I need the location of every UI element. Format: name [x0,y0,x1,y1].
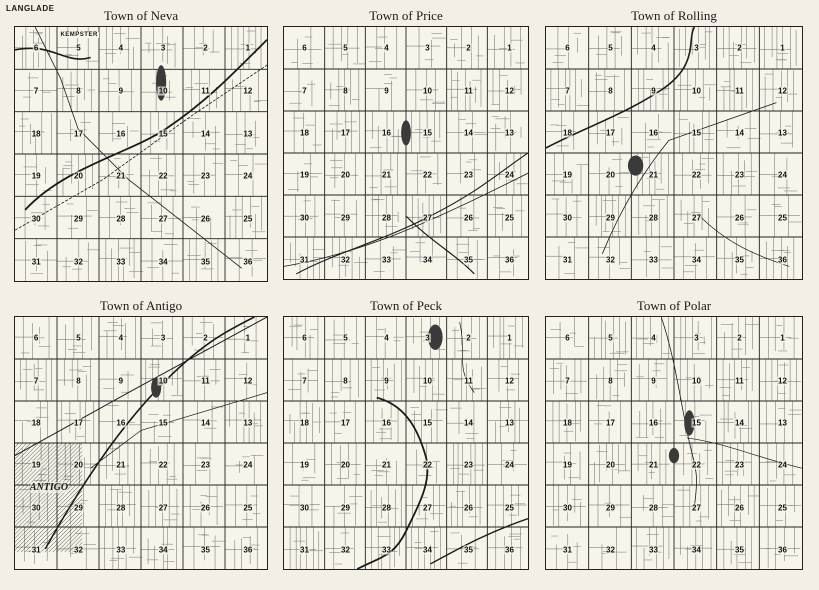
section-number: 5 [76,43,81,53]
section-number: 7 [565,376,570,385]
section-number: 36 [243,545,253,555]
section-number: 31 [31,545,41,555]
section-number: 29 [606,213,615,222]
section-number: 3 [425,333,430,343]
section-number: 24 [243,171,253,181]
section-number: 34 [423,255,432,265]
section-number: 12 [778,86,787,95]
section-number: 15 [423,418,432,428]
section-number: 31 [300,255,309,265]
township-title: Town of Polar [636,298,712,313]
township-panel [283,296,529,570]
township-plat-drawing [546,27,802,279]
section-number: 13 [505,128,514,138]
section-number: 22 [692,170,701,180]
section-number: 19 [300,460,309,470]
section-number: 22 [158,171,168,181]
section-number: 33 [649,255,658,265]
section-number: 19 [563,460,572,470]
township-plat-drawing [15,317,267,569]
section-number: 34 [423,545,432,555]
section-number: 30 [563,213,572,222]
township-panel [545,296,803,570]
township-plat-drawing [15,27,267,281]
section-number: 33 [116,257,126,267]
section-number: 27 [423,503,432,512]
section-number: 34 [158,257,168,267]
section-number: 20 [74,171,83,181]
section-number: 7 [33,86,39,96]
river-line [430,519,528,564]
section-number: 28 [382,213,391,222]
section-number: 26 [201,214,210,224]
section-number: 35 [735,545,744,555]
road-line [91,393,267,469]
section-number: 29 [606,503,615,512]
section-number: 35 [464,255,473,265]
section-number: 12 [243,86,253,96]
section-number: 4 [118,333,124,343]
township-plat-drawing [284,317,528,569]
section-number: 30 [31,503,41,512]
section-number: 20 [606,460,615,470]
section-number: 2 [737,333,742,343]
section-number: 32 [606,255,615,265]
section-number: 16 [382,418,391,428]
section-number: 14 [464,418,473,428]
section-number: 8 [76,86,81,96]
section-number: 23 [201,460,210,470]
section-number: 35 [201,257,210,267]
section-number: 1 [245,333,251,343]
section-number: 24 [505,460,514,470]
section-grid [284,27,528,279]
section-number: 25 [778,213,787,222]
section-grid [546,317,802,569]
section-number: 31 [300,545,309,555]
section-number: 23 [735,460,744,470]
section-number: 28 [649,503,658,512]
section-number: 22 [423,460,432,470]
section-number: 8 [343,376,348,385]
section-number: 9 [118,86,124,96]
section-number: 19 [31,171,41,181]
section-number: 1 [780,43,785,53]
section-number: 29 [341,503,350,512]
section-grid [15,317,267,569]
section-number: 23 [464,170,473,180]
section-number: 18 [31,418,41,428]
section-number: 34 [692,545,701,555]
section-number: 30 [563,503,572,512]
section-number: 4 [651,333,656,343]
section-number: 17 [341,418,350,428]
section-number: 5 [76,333,81,343]
lake-shape [669,448,679,463]
section-number: 27 [158,214,168,224]
section-number: 26 [464,503,473,512]
section-number: 32 [74,545,83,555]
section-number: 34 [692,255,701,265]
section-grid [15,27,267,281]
section-number: 35 [201,545,210,555]
section-number: 16 [116,129,126,139]
section-number: 35 [735,255,744,265]
section-number: 23 [464,460,473,470]
section-number: 11 [201,376,210,385]
section-number: 8 [76,376,81,385]
section-number: 2 [466,333,471,343]
township-panel [283,8,529,280]
section-number: 6 [33,43,39,53]
section-number: 1 [507,43,512,53]
city-label: ANTIGO [29,482,69,494]
section-number: 18 [563,418,572,428]
section-number: 33 [649,545,658,555]
section-number: 25 [243,214,253,224]
section-number: 22 [692,460,701,470]
section-number: 16 [116,418,126,428]
section-number: 35 [464,545,473,555]
section-number: 10 [158,376,168,385]
section-number: 19 [300,170,309,180]
section-number: 29 [74,214,83,224]
township-title: Town of Rolling [631,8,717,23]
section-number: 8 [608,86,613,95]
section-number: 25 [505,503,514,512]
section-number: 4 [384,333,389,343]
section-number: 20 [341,170,350,180]
section-number: 22 [423,170,432,180]
section-number: 14 [201,418,210,428]
township-panel [545,4,803,280]
section-number: 25 [243,503,253,512]
section-number: 5 [608,43,613,53]
section-number: 2 [203,333,208,343]
section-number: 36 [505,545,514,555]
section-number: 7 [302,86,307,95]
section-number: 33 [116,545,126,555]
lake-shape [628,156,643,176]
section-number: 11 [735,376,744,385]
section-number: 3 [694,43,699,53]
section-number: 34 [158,545,168,555]
section-number: 5 [608,333,613,343]
section-number: 10 [423,86,432,95]
section-number: 24 [243,460,253,470]
section-number: 9 [651,376,656,385]
township-title: Town of Neva [103,8,179,23]
section-number: 14 [735,418,744,428]
section-number: 32 [606,545,615,555]
section-number: 9 [118,376,124,385]
section-number: 12 [505,86,514,95]
section-number: 31 [563,255,572,265]
section-number: 24 [505,170,514,180]
section-number: 9 [651,86,656,95]
section-number: 28 [116,214,126,224]
county-label: LANGLADE [6,4,55,13]
township-plat-drawing [546,317,802,569]
section-number: 14 [735,128,744,138]
section-number: 17 [606,418,615,428]
section-number: 26 [464,213,473,222]
lake-shape [401,120,411,145]
section-number: 27 [158,503,168,512]
river-line [406,216,474,274]
section-number: 10 [692,376,701,385]
section-number: 4 [118,43,124,53]
section-number: 15 [158,129,168,139]
section-number: 14 [201,129,210,139]
section-number: 26 [201,503,210,512]
section-number: 17 [74,418,83,428]
section-number: 11 [201,86,210,96]
section-number: 10 [423,376,432,385]
section-number: 18 [563,128,572,138]
section-number: 15 [423,128,432,138]
section-number: 17 [74,129,83,139]
section-number: 30 [300,213,309,222]
township-map [545,316,803,570]
section-number: 28 [116,503,126,512]
section-number: 3 [160,43,166,53]
section-number: 21 [382,170,391,180]
section-number: 16 [649,128,658,138]
section-number: 32 [341,255,350,265]
section-number: 13 [243,418,253,428]
section-number: 2 [466,43,471,53]
section-number: 4 [651,43,656,53]
section-number: 24 [778,460,787,470]
section-number: 12 [243,376,253,385]
section-number: 33 [382,255,391,265]
section-number: 1 [780,333,785,343]
township-map [283,316,529,570]
section-number: 18 [300,128,309,138]
section-number: 36 [778,545,787,555]
section-number: 13 [778,418,787,428]
section-number: 23 [735,170,744,180]
section-number: 28 [382,503,391,512]
section-number: 11 [464,86,473,95]
section-number: 28 [649,213,658,222]
section-number: 11 [735,86,744,95]
section-number: 15 [692,128,701,138]
township-map [14,316,268,570]
section-number: 20 [341,460,350,470]
section-number: 21 [116,171,126,181]
section-number: 11 [464,376,473,385]
township-map [283,26,529,280]
township-title: Town of Price [369,8,443,23]
section-number: 6 [302,333,307,343]
section-number: 19 [563,170,572,180]
section-number: 27 [692,213,701,222]
river-line [45,317,254,549]
section-number: 30 [31,214,41,224]
section-number: 24 [778,170,787,180]
section-number: 13 [505,418,514,428]
section-number: 21 [116,460,126,470]
section-number: 33 [382,545,391,555]
section-number: 31 [563,545,572,555]
section-number: 20 [74,460,83,470]
section-number: 10 [158,86,168,96]
township-map [14,26,268,282]
section-number: 15 [158,418,168,428]
section-number: 27 [692,503,701,512]
section-number: 27 [423,213,432,222]
section-number: 9 [384,86,389,95]
section-number: 2 [737,43,742,53]
section-number: 22 [158,460,168,470]
river-line [25,40,267,210]
section-number: 8 [343,86,348,95]
township-panel [14,296,268,570]
section-number: 6 [33,333,39,343]
section-number: 20 [606,170,615,180]
section-number: 18 [31,129,41,139]
township-map [545,26,803,280]
section-number: 8 [608,376,613,385]
section-number: 6 [565,333,570,343]
section-number: 9 [384,376,389,385]
township-title: Town of Peck [369,298,443,313]
section-number: 15 [692,418,701,428]
section-number: 3 [425,43,430,53]
section-number: 12 [505,376,514,385]
section-number: 17 [341,128,350,138]
section-number: 7 [565,86,570,95]
section-number: 32 [74,257,83,267]
section-number: 21 [382,460,391,470]
section-number: 10 [692,86,701,95]
township-plat-drawing [284,27,528,279]
section-number: 32 [341,545,350,555]
section-number: 1 [245,43,251,53]
section-number: 13 [778,128,787,138]
section-number: 3 [160,333,166,343]
section-number: 5 [343,333,348,343]
section-number: 17 [606,128,615,138]
township-title: Town of Antigo [99,298,183,313]
section-grid [546,27,802,279]
section-number: 6 [565,43,570,53]
section-number: 29 [74,503,83,512]
section-number: 6 [302,43,307,53]
section-number: 21 [649,460,658,470]
section-number: 7 [302,376,307,385]
section-number: 14 [464,128,473,138]
section-number: 25 [778,503,787,512]
section-number: 13 [243,129,253,139]
section-number: 29 [341,213,350,222]
section-number: 4 [384,43,389,53]
section-number: 36 [778,255,787,265]
section-number: 31 [31,257,41,267]
section-number: 26 [735,503,744,512]
village-label: KEMPSTER [60,32,98,38]
section-number: 36 [505,255,514,265]
section-number: 30 [300,503,309,512]
section-number: 21 [649,170,658,180]
section-number: 5 [343,43,348,53]
section-number: 3 [694,333,699,343]
section-number: 19 [31,460,41,470]
section-number: 25 [505,213,514,222]
section-number: 16 [382,128,391,138]
section-number: 12 [778,376,787,385]
section-number: 18 [300,418,309,428]
section-number: 1 [507,333,512,343]
section-number: 2 [203,43,208,53]
section-number: 16 [649,418,658,428]
section-number: 7 [33,376,39,385]
section-number: 23 [201,171,210,181]
section-number: 26 [735,213,744,222]
section-number: 36 [243,257,253,267]
township-panel [14,4,268,282]
